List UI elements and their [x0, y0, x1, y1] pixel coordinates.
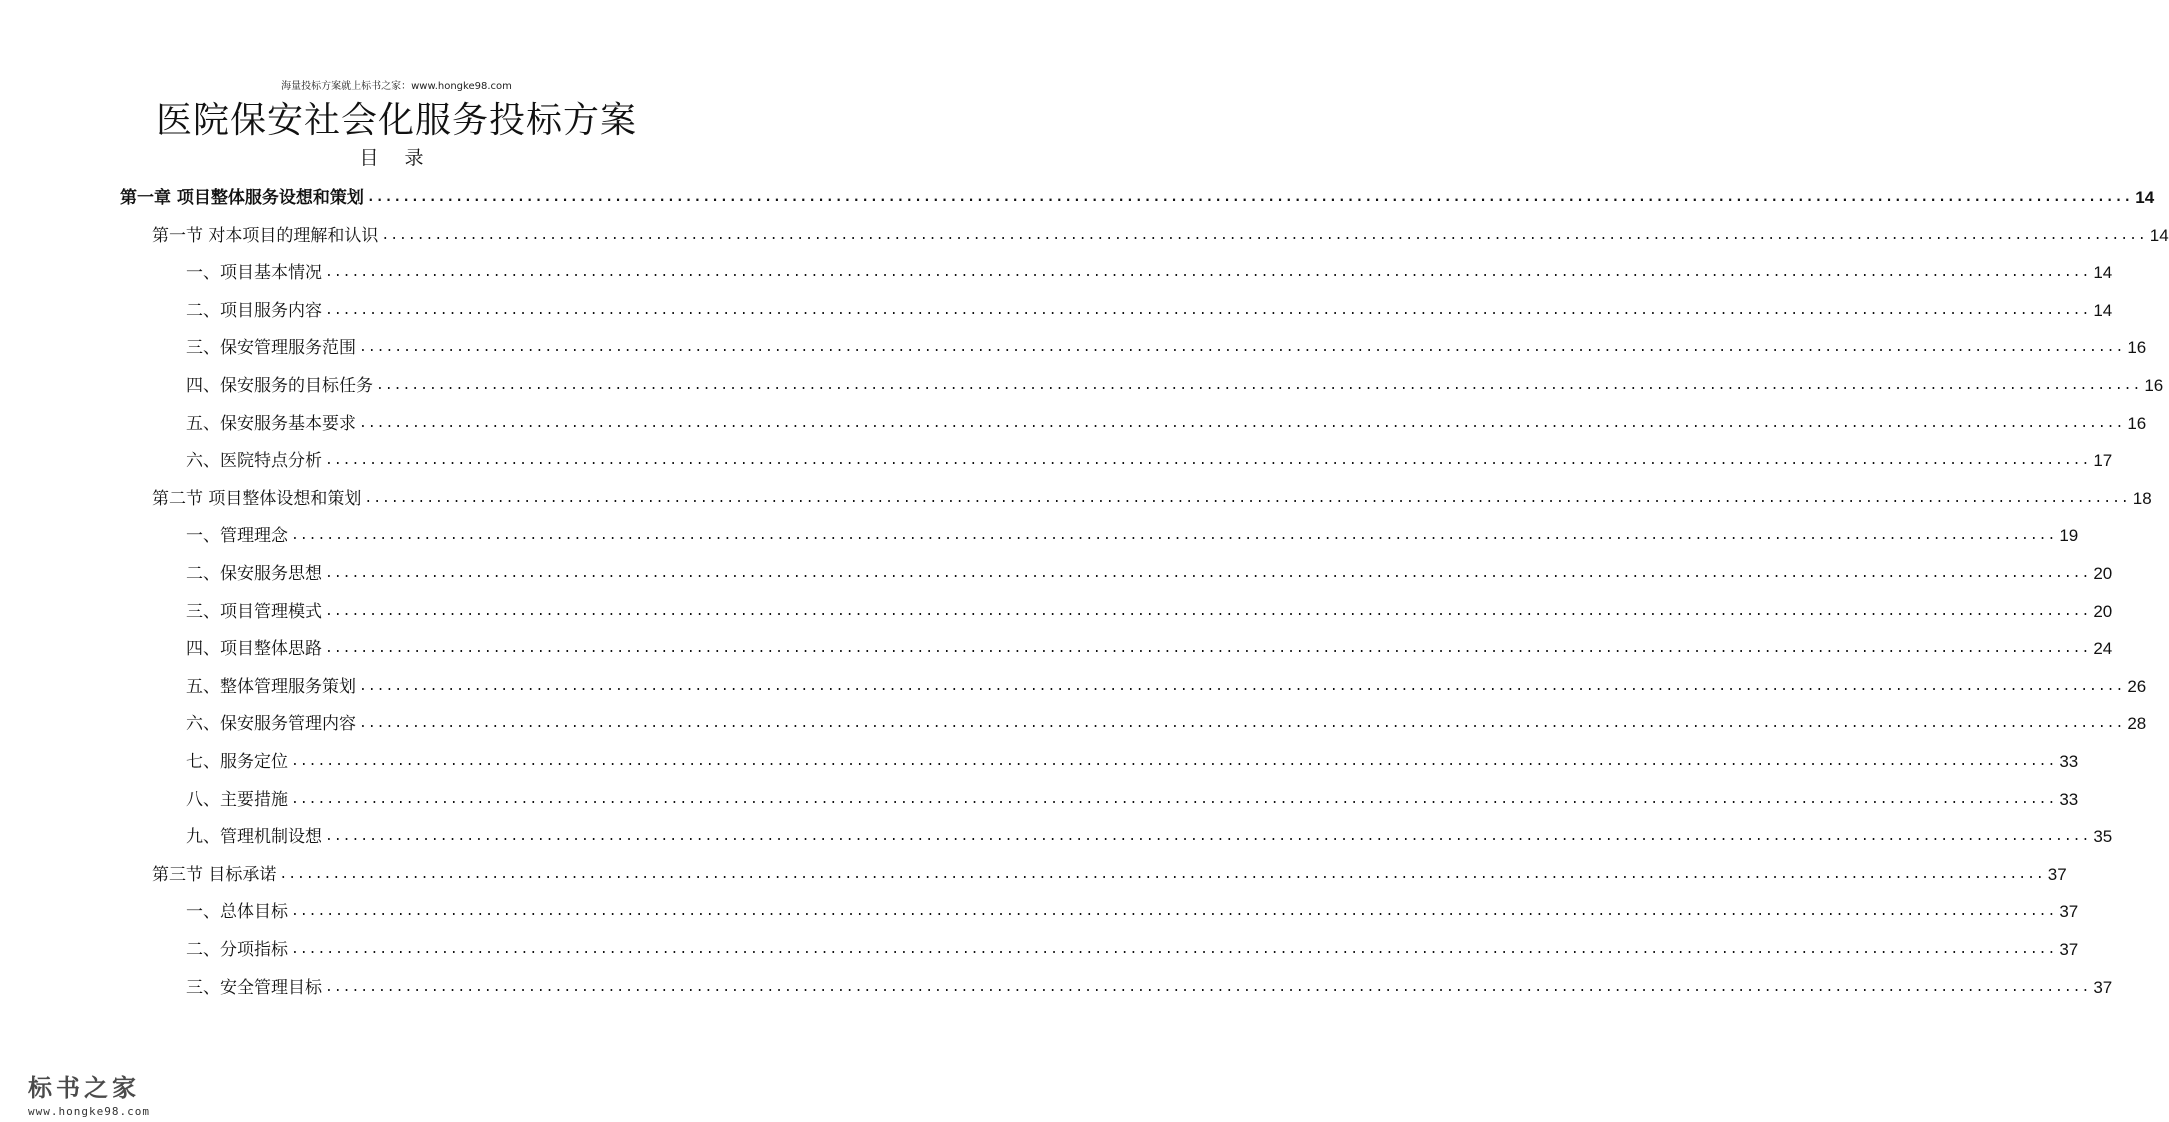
toc-entry-page-number: 35 — [2093, 827, 2113, 847]
toc-entry-page-number: 14 — [2149, 225, 2169, 245]
toc-entry-item[interactable] — [186, 782, 2079, 818]
toc-entry-page-number: 14 — [2093, 300, 2113, 320]
toc-entry-item[interactable] — [186, 330, 2147, 366]
toc-entry-label: 二、项目服务内容 — [186, 300, 322, 321]
toc-entry-label: 三、安全管理目标 — [186, 977, 322, 998]
toc-entry-label: 三、保安管理服务范围 — [186, 338, 356, 359]
toc-dot-leader: ........................................................................................................................................................................................................ — [325, 265, 2091, 281]
toc-entry-page-number: 37 — [2059, 940, 2079, 959]
toc-dot-leader: ........................................................................................................................................................................................................ — [325, 641, 2091, 657]
toc-entry-page-number: 20 — [2093, 601, 2113, 621]
site-logo — [28, 1068, 178, 1118]
toc-entry-item[interactable] — [186, 970, 2113, 1006]
toc-dot-leader: ........................................................................................................................................................................................................ — [359, 415, 2125, 431]
toc-entry-item[interactable] — [186, 443, 2113, 479]
toc-dot-leader: ........................................................................................................................................................................................................ — [291, 754, 2057, 769]
toc-entry-chapter[interactable] — [120, 180, 2155, 216]
toc-entry-item[interactable] — [186, 255, 2113, 291]
toc-entry-page-number: 14 — [2135, 188, 2155, 207]
toc-entry-label: 第一节 对本项目的理解和认识 — [152, 225, 379, 246]
toc-entry-label: 七、服务定位 — [186, 752, 288, 772]
toc-dot-leader: ........................................................................................................................................................................................................ — [325, 603, 2091, 619]
toc-entry-label: 二、分项指标 — [186, 940, 288, 960]
toc-dot-leader: ........................................................................................................................................................................................................ — [359, 340, 2125, 356]
toc-entry-page-number: 24 — [2093, 639, 2113, 659]
toc-entry-page-number: 16 — [2127, 338, 2147, 358]
toc-entry-label: 二、保安服务思想 — [186, 564, 322, 584]
toc-entry-item[interactable] — [186, 368, 2164, 404]
toc-entry-label: 五、保安服务基本要求 — [186, 413, 356, 434]
toc-entry-item[interactable] — [186, 744, 2079, 780]
toc-entry-page-number: 20 — [2093, 564, 2113, 583]
header-note: 海量投标方案就上标书之家：www.hongke98.com — [281, 81, 512, 92]
toc-dot-leader: ........................................................................................................................................................................................................ — [359, 716, 2125, 732]
toc-entry-label: 五、整体管理服务策划 — [186, 676, 356, 697]
toc-dot-leader: ........................................................................................................................................................................................................ — [381, 227, 2147, 243]
toc-entry-label: 四、项目整体思路 — [186, 639, 322, 660]
logo-text: 标书之家 — [28, 1074, 140, 1102]
toc-entry-label: 三、项目管理模式 — [186, 601, 322, 622]
toc-entry-section[interactable] — [152, 857, 2067, 893]
toc-dot-leader: ........................................................................................................................................................................................................ — [325, 566, 2091, 581]
toc-dot-leader: ........................................................................................................................................................................................................ — [364, 490, 2130, 506]
toc-entry-item[interactable] — [186, 631, 2113, 667]
toc-dot-leader: ........................................................................................................................................................................................................ — [291, 942, 2057, 957]
toc-entry-label: 第三节 目标承诺 — [152, 864, 277, 885]
toc-entry-label: 六、医院特点分析 — [186, 451, 322, 472]
toc-heading: 目 录 — [359, 147, 434, 169]
toc-dot-leader: ........................................................................................................................................................................................................ — [376, 378, 2142, 393]
toc-entry-page-number: 33 — [2059, 789, 2079, 809]
toc-entry-page-number: 37 — [2047, 864, 2067, 884]
toc-entry-section[interactable] — [152, 481, 2152, 517]
toc-dot-leader: ........................................................................................................................................................................................................ — [291, 791, 2057, 807]
toc-entry-page-number: 18 — [2132, 488, 2152, 508]
toc-entry-item[interactable] — [186, 894, 2079, 930]
toc-entry-page-number: 37 — [2059, 902, 2079, 922]
toc-entry-item[interactable] — [186, 669, 2147, 705]
toc-dot-leader: ........................................................................................................................................................................................................ — [291, 528, 2057, 544]
toc-entry-section[interactable] — [152, 218, 2169, 254]
toc-dot-leader: ........................................................................................................................................................................................................ — [325, 829, 2091, 845]
toc-dot-leader: ........................................................................................................................................................................................................ — [291, 904, 2057, 920]
toc-entry-label: 一、总体目标 — [186, 902, 288, 923]
toc-entry-label: 六、保安服务管理内容 — [186, 714, 356, 735]
toc-entry-page-number: 16 — [2144, 376, 2164, 395]
toc-entry-item[interactable] — [186, 556, 2113, 592]
toc-entry-label: 四、保安服务的目标任务 — [186, 376, 373, 396]
toc-entry-item[interactable] — [186, 706, 2147, 742]
toc-entry-label: 一、项目基本情况 — [186, 263, 322, 284]
toc-entry-item[interactable] — [186, 293, 2113, 329]
toc-entry-page-number: 19 — [2059, 526, 2079, 546]
toc-dot-leader: ........................................................................................................................................................................................................ — [325, 302, 2091, 318]
document-title: 医院保安社会化服务投标方案 — [155, 100, 637, 141]
toc-entry-page-number: 33 — [2059, 752, 2079, 771]
toc-dot-leader: ........................................................................................................................................................................................................ — [279, 866, 2045, 882]
toc-entry-page-number: 26 — [2127, 676, 2147, 696]
toc-entry-page-number: 37 — [2093, 977, 2113, 997]
toc-entry-label: 九、管理机制设想 — [186, 827, 322, 848]
toc-dot-leader: ........................................................................................................................................................................................................ — [325, 453, 2091, 469]
toc-entry-item[interactable] — [186, 518, 2079, 554]
toc-entry-page-number: 17 — [2093, 451, 2113, 471]
toc-entry-item[interactable] — [186, 819, 2113, 855]
toc-dot-leader: ........................................................................................................................................................................................................ — [366, 190, 2133, 205]
toc-entry-page-number: 14 — [2093, 263, 2113, 283]
toc-entry-label: 第二节 项目整体设想和策划 — [152, 488, 362, 509]
toc-dot-leader: ........................................................................................................................................................................................................ — [325, 979, 2091, 995]
toc-entry-page-number: 16 — [2127, 413, 2147, 433]
toc-entry-label: 一、管理理念 — [186, 526, 288, 547]
toc-entry-label: 八、主要措施 — [186, 789, 288, 810]
toc-entry-item[interactable] — [186, 594, 2113, 630]
logo-url: www.hongke98.com — [28, 1105, 150, 1118]
toc-entry-item[interactable] — [186, 406, 2147, 442]
toc-dot-leader: ........................................................................................................................................................................................................ — [359, 678, 2125, 694]
toc-entry-item[interactable] — [186, 932, 2079, 968]
toc-entry-page-number: 28 — [2127, 714, 2147, 734]
toc-entry-label: 第一章 项目整体服务设想和策划 — [120, 188, 364, 208]
